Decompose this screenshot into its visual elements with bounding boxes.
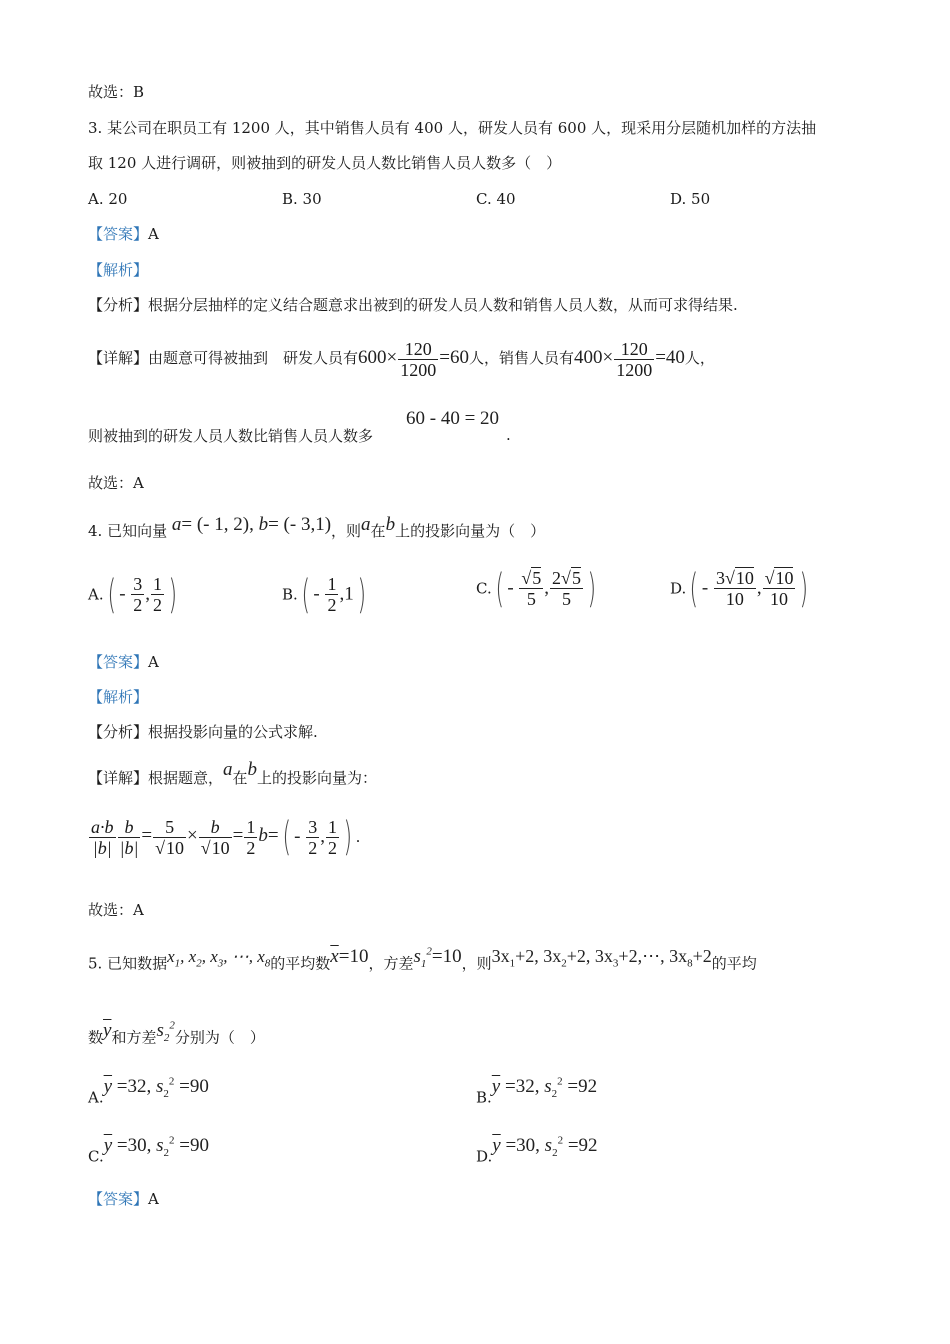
q5-transformed-data: $3x_1+2$, $3x_2+2$, $3x_3+2,\cdots$, $3x_8+2$ xyxy=(491,946,712,970)
radicand: 10 xyxy=(735,568,754,588)
q4-xj-vec-a: a xyxy=(223,759,233,780)
q4-stem xyxy=(88,514,546,541)
period: . xyxy=(355,828,361,846)
q5-stem-f: 数 xyxy=(88,1028,104,1047)
num: a·b xyxy=(91,816,114,837)
q4d-frac-2 xyxy=(763,568,796,609)
radicand: 5 xyxy=(571,568,581,588)
q4-vec-a-2: a xyxy=(361,514,371,535)
q3-frac-1-den: 1200 xyxy=(400,359,437,380)
paren-left: ( xyxy=(495,565,504,612)
q5-stem-d: ，则 xyxy=(461,954,492,973)
proj-frac-half xyxy=(244,817,257,858)
den: 5 xyxy=(519,588,543,609)
answer-tag: 【答案】 xyxy=(88,1190,149,1208)
v1: =32, xyxy=(504,1076,545,1098)
proj-frac-b10 xyxy=(199,817,232,858)
proj-res-frac-1 xyxy=(306,817,319,858)
v2: =92 xyxy=(567,1135,598,1157)
q5-stem-line2 xyxy=(88,1022,265,1054)
q4c-frac-1 xyxy=(519,568,543,609)
b: b xyxy=(104,816,114,837)
q4-stem-b: ，则 xyxy=(331,522,362,540)
den: 5 xyxy=(550,588,583,609)
den: 10 xyxy=(714,588,756,609)
q4-xj-text-b: 在 xyxy=(232,769,248,787)
v1: =30, xyxy=(116,1135,157,1157)
t1: +2, 3x xyxy=(515,946,562,967)
q5-stem-c: ，方差 xyxy=(368,954,414,973)
q3-stem-line2: 取 120 人进行调研，则被抽到的研发人员人数比销售人员人数多（ ） xyxy=(88,154,562,172)
comma: , xyxy=(320,826,325,847)
q3-guxuan: 故选：A xyxy=(88,474,144,492)
minus: - xyxy=(507,577,519,599)
num: 1 xyxy=(328,816,337,837)
eq: = xyxy=(267,825,279,846)
q5-xbar: $\overline{x}$ xyxy=(330,946,339,968)
q5-stem-e: 的平均 xyxy=(711,954,757,973)
num: 1 xyxy=(327,574,337,594)
t0: 3x xyxy=(491,946,510,967)
q4-answer-value: A xyxy=(148,653,159,671)
proj-frac-ab xyxy=(89,817,116,858)
v2: =90 xyxy=(179,1135,209,1157)
q5-option-d-label: D. xyxy=(476,1147,493,1166)
q4-fenxi xyxy=(88,722,318,742)
num: √5 xyxy=(521,568,542,588)
times-sign: × xyxy=(386,347,398,368)
radicand: 10 xyxy=(211,837,230,858)
q4-stem-a: 4. 已知向量 xyxy=(88,522,168,540)
paren-left: ( xyxy=(107,571,116,618)
q3-math-600: 600 xyxy=(358,347,387,368)
q5-option-c-math: $\overline{y} =30$, $s_2^2 =90$ xyxy=(103,1135,209,1160)
num: b xyxy=(124,816,134,837)
minus: - xyxy=(701,577,713,599)
q3-math-diff: 60 - 40 = 20 xyxy=(406,408,500,429)
q5-option-c xyxy=(88,1135,209,1173)
den: √10 xyxy=(200,837,230,858)
q4-projection-formula xyxy=(88,814,360,859)
q3-answer-value: A xyxy=(148,225,159,243)
paren-right: ) xyxy=(168,571,178,618)
q5-option-a xyxy=(88,1076,209,1114)
comma: , xyxy=(756,577,762,599)
q5-option-a-math: $\overline{y} =32$, $s_2^2 =90$ xyxy=(103,1076,209,1101)
q5-answer xyxy=(88,1189,159,1209)
q3-frac-1-num: 120 xyxy=(404,338,432,359)
q5-option-d xyxy=(476,1135,598,1173)
q3-xiangjie xyxy=(88,336,715,380)
q4-vec-b-2: b xyxy=(385,514,396,535)
den: 2 xyxy=(246,837,256,858)
q4-stem-d: 上的投影向量为（ ） xyxy=(395,522,546,540)
q3-math-400: 400 xyxy=(573,347,603,368)
den: |b| xyxy=(89,837,116,858)
q5-s2-sq: $s_2^2$ xyxy=(156,1020,175,1045)
q4b-frac-1 xyxy=(325,574,338,615)
q4-option-c xyxy=(476,565,600,612)
q4-option-b xyxy=(282,571,369,618)
q5-xbar-eq: =10 xyxy=(338,946,369,968)
times-sign: × xyxy=(187,825,198,846)
paren-right: ) xyxy=(799,565,809,612)
v1: =32, xyxy=(116,1076,157,1098)
q3-answer xyxy=(88,224,159,244)
q4a-frac-1 xyxy=(131,574,144,615)
eq: = xyxy=(232,825,244,846)
proj-res-frac-2 xyxy=(326,817,339,858)
den: 2 xyxy=(327,595,337,615)
q4-option-a-label: A. xyxy=(88,585,104,604)
answer-line-prev: 故选：B xyxy=(88,83,145,101)
q3-math-eq60: =60 xyxy=(439,347,469,368)
q5-answer-value: A xyxy=(148,1190,159,1208)
q5-option-b-label: B. xyxy=(476,1088,492,1107)
q4-stem-c: 在 xyxy=(370,522,386,540)
q4-answer xyxy=(88,652,159,672)
den: 2 xyxy=(308,837,318,858)
q4-vec-a-def: = (- 1, 2), xyxy=(181,514,259,535)
q4d-frac-1 xyxy=(714,568,756,609)
minus: - xyxy=(294,826,306,847)
q5-ybar: $\overline{y}$ xyxy=(103,1020,112,1042)
q3-period: . xyxy=(506,426,511,444)
q5-s1-sq: $s_1^2$ xyxy=(413,946,432,971)
q5-option-d-math: $\overline{y} =30$, $s_2^2 =92$ xyxy=(492,1135,598,1160)
paren-left: ( xyxy=(689,565,699,612)
num: 3√10 xyxy=(715,568,754,588)
fenxi-tag: 【分析】 xyxy=(88,723,149,741)
proj-frac-unit xyxy=(118,817,141,858)
q4a-frac-2 xyxy=(151,574,164,615)
q5-option-c-label: C. xyxy=(88,1147,104,1166)
q3-option-d: D. 50 xyxy=(670,190,711,208)
coef: 3 xyxy=(715,568,725,588)
q4-option-b-label: B. xyxy=(282,585,298,604)
radicand: 5 xyxy=(532,568,542,588)
q3-fenxi xyxy=(88,295,738,315)
q3-fenxi-text: 根据分层抽样的定义结合题意求出被到的研发人员人数和销售人员人数，从而可求得结果. xyxy=(148,296,738,314)
q3-frac-2-num: 120 xyxy=(620,338,648,359)
q4-vec-b-def: = (- 3,1) xyxy=(268,514,332,535)
paren-right: ) xyxy=(587,565,597,612)
den: √10 xyxy=(155,837,185,858)
q3-frac-1 xyxy=(398,339,438,380)
answer-tag: 【答案】 xyxy=(88,653,149,671)
num: 1 xyxy=(153,574,163,594)
paren-left: ( xyxy=(301,571,310,618)
comma: , xyxy=(339,583,345,605)
q4-xiangjie xyxy=(88,759,378,788)
xiangjie-tag: 【详解】 xyxy=(88,349,149,367)
q3-frac-2-den: 1200 xyxy=(616,359,653,380)
q4-option-c-label: C. xyxy=(476,579,492,598)
q3-option-a: A. 20 xyxy=(88,190,128,208)
xiangjie-tag: 【详解】 xyxy=(88,769,149,787)
q5-stem-g: 和方差 xyxy=(111,1028,157,1047)
q5-option-b xyxy=(476,1076,598,1114)
t4: +2 xyxy=(692,946,712,967)
v2: =92 xyxy=(567,1076,598,1098)
q3-math-eq40: =40 xyxy=(655,347,685,368)
proj-frac-5 xyxy=(153,817,186,858)
q4-guxuan: 故选：A xyxy=(88,901,144,919)
num: 3 xyxy=(308,816,318,837)
times-sign: × xyxy=(602,347,614,368)
q4-option-d-label: D. xyxy=(670,579,687,598)
q4-xj-vec-b: b xyxy=(247,759,258,780)
q3-xj-line2 xyxy=(88,426,373,446)
q5-data-list: $x_1$, $x_2$, $x_3$, ⋯, $x_8$ xyxy=(167,947,271,970)
q4-xj-text-a: 根据题意， xyxy=(148,769,224,787)
q4-vec-b: b xyxy=(258,514,269,535)
den: 2 xyxy=(153,595,163,615)
fenxi-tag: 【分析】 xyxy=(88,296,149,314)
coef: 2 xyxy=(552,568,562,588)
den: |b| xyxy=(119,837,139,858)
t3: +2,⋯, 3x xyxy=(618,946,688,967)
eq: = xyxy=(141,825,153,846)
q3-option-b: B. 30 xyxy=(282,190,322,208)
paren-right: ) xyxy=(357,571,366,618)
v1: =30, xyxy=(505,1135,545,1157)
q5-stem-line1 xyxy=(88,948,757,980)
q5-s1-eq: =10 xyxy=(431,946,462,968)
q3-frac-2 xyxy=(614,339,654,380)
q3-stem-line1: 3. 某公司在职员工有 1200 人，其中销售人员有 400 人，研发人员有 600 人，现采用分层随机加样的方法抽 xyxy=(88,119,817,137)
q3-xj-text-d: 则被抽到的研发人员人数比销售人员人数多 xyxy=(88,427,374,445)
den: 10 xyxy=(763,588,796,609)
q4-fenxi-text: 根据投影向量的公式求解. xyxy=(148,723,318,741)
comma: , xyxy=(145,583,151,605)
radicand: 10 xyxy=(775,568,794,588)
q3-xj-text-b: 人，销售人员有 xyxy=(468,349,574,367)
paren-left: ( xyxy=(282,814,291,860)
q4-option-d xyxy=(670,565,812,612)
num: 3 xyxy=(133,574,143,594)
q3-option-c: C. 40 xyxy=(476,190,516,208)
q5-option-b-math: $\overline{y} =32$, $s_2^2 =92$ xyxy=(491,1076,598,1101)
num: 2√5 xyxy=(552,568,581,588)
den: 2 xyxy=(328,837,337,858)
q5-stem-a: 5. 已知数据 xyxy=(88,954,168,973)
q4-analysis-tag: 【解析】 xyxy=(88,688,149,706)
num: b xyxy=(210,816,220,837)
q5-stem-h: 分别为（ ） xyxy=(174,1028,265,1047)
q4b-one: 1 xyxy=(344,583,354,605)
num: √10 xyxy=(764,568,794,588)
b: b xyxy=(124,837,134,858)
q3-xj-text-c: 人， xyxy=(684,349,715,367)
answer-tag: 【答案】 xyxy=(88,225,149,243)
paren-right: ) xyxy=(343,814,353,860)
q4-vec-a: a xyxy=(171,514,182,535)
q4-option-a xyxy=(88,571,181,618)
comma: , xyxy=(544,577,550,599)
minus: - xyxy=(119,583,131,605)
num: 5 xyxy=(165,816,175,837)
radicand: 10 xyxy=(166,837,185,858)
a: a xyxy=(91,816,100,837)
v2: =90 xyxy=(179,1076,209,1098)
q4c-frac-2 xyxy=(550,568,583,609)
q4-xj-text-c: 上的投影向量为： xyxy=(257,769,378,787)
q5-option-a-label: A. xyxy=(88,1088,104,1107)
q3-xj-text-a: 由题意可得被抽到 研发人员有 xyxy=(148,349,359,367)
q3-analysis-tag: 【解析】 xyxy=(88,261,149,279)
t2: +2, 3x xyxy=(566,946,613,967)
b: b xyxy=(97,837,107,858)
q5-stem-b: 的平均数 xyxy=(270,954,331,973)
den: 2 xyxy=(133,595,143,615)
proj-vec-b: b xyxy=(258,825,268,846)
minus: - xyxy=(313,583,325,605)
num: 1 xyxy=(246,816,256,837)
